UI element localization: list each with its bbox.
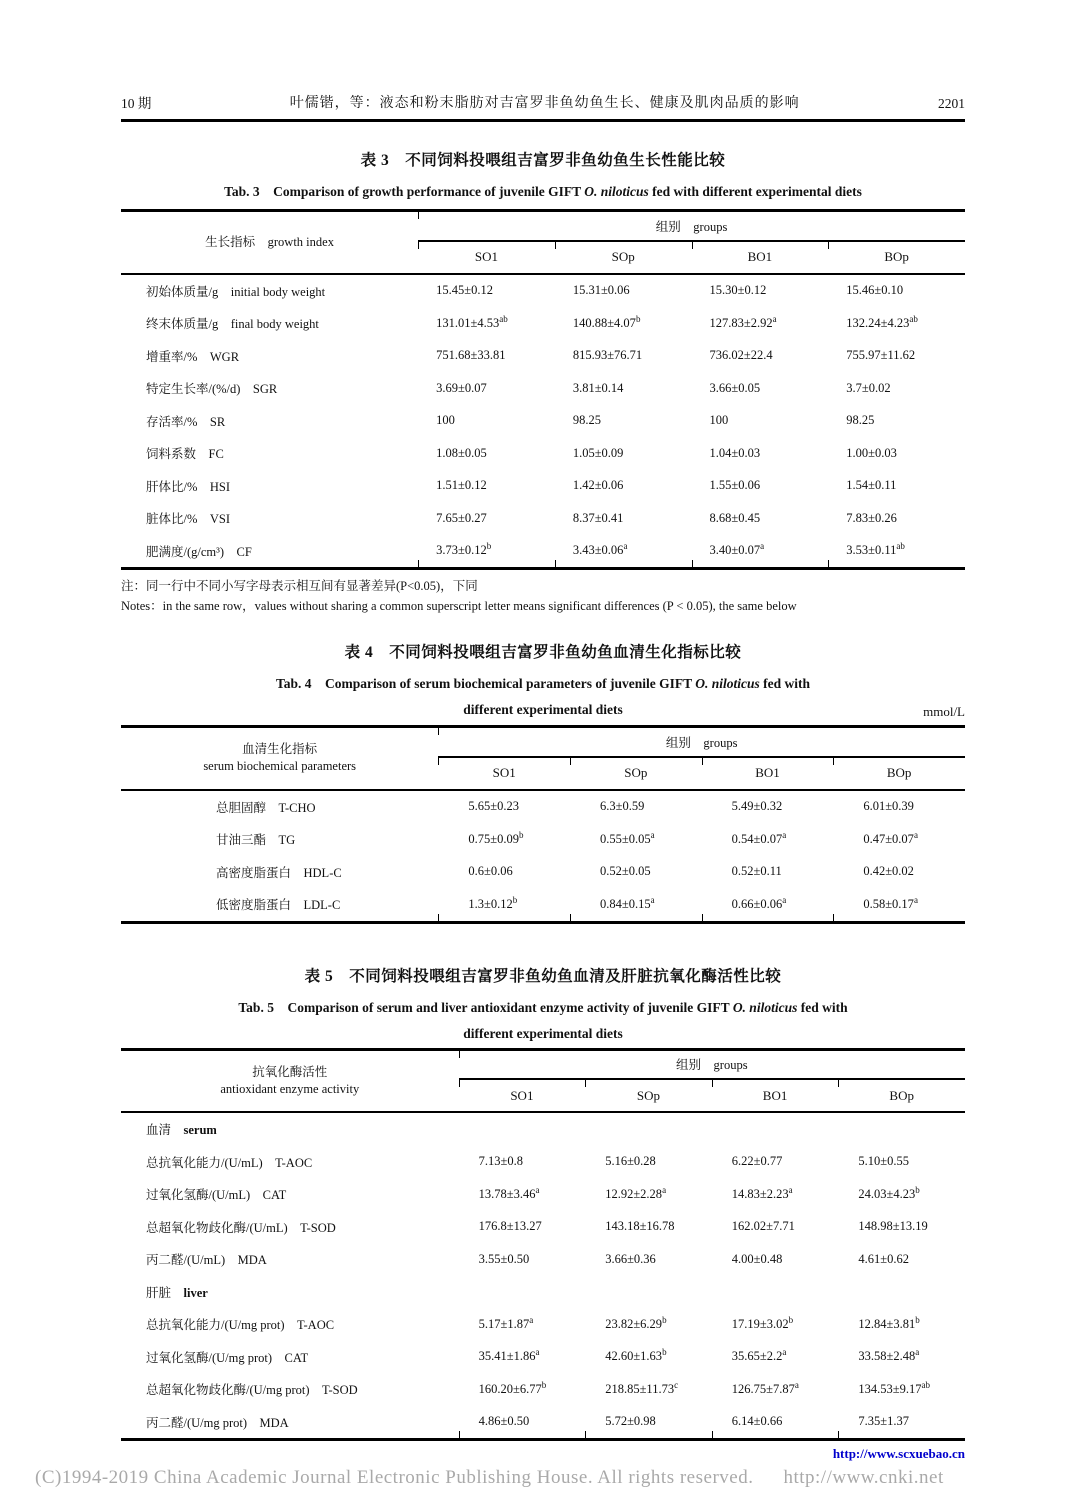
section-row: [121, 1112, 965, 1146]
significance-superscript: b: [662, 1347, 667, 1358]
column-header: SO1: [459, 1079, 586, 1112]
cell-value: 98.25: [572, 413, 601, 428]
cell-value: 23.82±6.29$^b$: [605, 1314, 667, 1331]
table5-title-en: [121, 996, 965, 1016]
title-text: Tab. 3 Comparison of growth performance of juvenile GIFT: [224, 184, 585, 199]
cell-value: 3.40±0.07$^a$: [692, 535, 829, 569]
section-row: [121, 1276, 965, 1309]
species-name: O. niloticus: [695, 676, 760, 691]
journal-website-link[interactable]: http://www.scxuebao.cn: [832, 1446, 965, 1461]
cell-value: 143.18±16.78: [605, 1219, 675, 1234]
cell-value: 15.31±0.06: [572, 283, 630, 298]
cell-value: 132.24±4.23$^{ab}$: [846, 313, 918, 330]
table5-title-cn: 表 5 不同饲料投喂组吉富罗非鱼幼鱼血清及肝脏抗氧化酶活性比较: [304, 967, 782, 985]
cell-value: 13.78±3.46$^a$: [478, 1184, 540, 1201]
copyright-text: (C)1994-2019 China Academic Journal Electronic Publishing House. All rights reserved.: [35, 1467, 754, 1488]
table-row: [121, 1406, 965, 1440]
cell-value: 8.37±0.41: [572, 510, 624, 525]
significance-superscript: a: [623, 541, 628, 552]
table-row: [121, 1373, 965, 1406]
significance-superscript: a: [913, 829, 918, 840]
cell-value: 3.66±0.05: [709, 380, 761, 395]
row-label: 肥满度/(g/cm³) CF: [146, 544, 252, 559]
cell-value: 218.85±11.73$^c$: [605, 1379, 679, 1396]
cell-value: 100: [436, 413, 455, 428]
significance-superscript: b: [662, 1314, 667, 1325]
column-header: SO1: [418, 241, 555, 274]
table-row: [121, 274, 965, 308]
note-cn: 注：同一行中不同小写字母表示相互间有显著差异(P<0.05)，下同: [121, 579, 478, 593]
row-label: 丙二醛/(U/mL) MDA: [146, 1253, 267, 1268]
cell-value: 134.53±9.17$^{ab}$: [858, 1379, 930, 1396]
table4-title-cn: 表 4 不同饲料投喂组吉富罗非鱼幼鱼血清生化指标比较: [344, 644, 742, 661]
significance-superscript: a: [529, 1314, 534, 1325]
significance-superscript: b: [635, 313, 641, 324]
column-header: SOp: [555, 241, 692, 274]
column-header: BO1: [702, 757, 834, 790]
row-label: 总抗氧化能力/(U/mg prot) T-AOC: [146, 1318, 335, 1333]
cell-value: 3.7±0.02: [846, 380, 891, 395]
significance-superscript: ab: [921, 1379, 930, 1390]
cell-value: 3.69±0.07: [436, 380, 487, 395]
cell-value: 17.19±3.02$^b$: [731, 1314, 794, 1331]
cell-value: 5.10±0.55: [858, 1154, 909, 1169]
cell-value: 5.17±1.87$^a$: [478, 1314, 534, 1331]
cell-value: 3.55±0.50: [478, 1251, 530, 1266]
column-header: BOp: [833, 757, 965, 790]
page-content: [121, 0, 965, 1462]
significance-superscript: a: [788, 1184, 793, 1195]
significance-superscript: ab: [499, 313, 508, 324]
cell-value: 736.02±22.4: [709, 348, 773, 363]
table-row: [121, 1146, 965, 1179]
table-row: [121, 823, 965, 856]
cell-value: 35.65±2.2$^a$: [731, 1347, 787, 1364]
cell-value: 12.84±3.81$^b$: [858, 1314, 920, 1331]
title-text: fed with different experimental diets: [648, 184, 862, 199]
row-label: 肝体比/% HSI: [146, 479, 231, 494]
column-header: BOp: [838, 1079, 965, 1112]
title-text: Tab. 4 Comparison of serum biochemical parameters of juvenile GIFT: [276, 676, 696, 691]
table-row: [121, 307, 965, 340]
table-row: [121, 1341, 965, 1374]
cell-value: 14.83±2.23$^a$: [731, 1184, 793, 1201]
cell-value: 176.8±13.27: [478, 1219, 542, 1234]
cell-value: 0.55±0.05$^a$: [600, 829, 655, 846]
row-label: 甘油三酯 TG: [216, 833, 296, 848]
cell-value: 162.02±7.71: [731, 1219, 795, 1234]
column-header: BOp: [828, 241, 965, 274]
groups-label: 组别 groups: [438, 727, 965, 757]
cell-value: 3.73±0.12$^b$: [418, 535, 555, 569]
table3-section: [121, 148, 965, 616]
cell-value: 1.51±0.12: [436, 478, 487, 493]
serum-biochemistry-table: [121, 725, 965, 924]
cell-value: 3.66±0.36: [605, 1251, 656, 1266]
cell-value: 12.92±2.28$^a$: [605, 1184, 667, 1201]
table-row: [121, 790, 965, 824]
significance-superscript: a: [535, 1347, 540, 1358]
index-column-header: [121, 1049, 459, 1112]
significance-superscript: a: [760, 541, 765, 552]
cell-value: 755.97±11.62: [846, 348, 916, 363]
section-label-en: serum: [183, 1123, 217, 1138]
cell-value: 6.01±0.39: [863, 799, 914, 814]
cell-value: 0.66±0.06$^a$: [702, 888, 834, 922]
table3-title-cn: 表 3 不同饲料投喂组吉富罗非鱼幼鱼生长性能比较: [360, 152, 726, 169]
significance-superscript: a: [782, 1347, 787, 1358]
row-label: 低密度脂蛋白 LDL-C: [216, 898, 341, 913]
index-header-line1: 血清生化指标: [242, 742, 318, 757]
table4-title-en-line2: [121, 702, 965, 718]
cell-value: 160.20±6.77$^b$: [478, 1379, 547, 1396]
cell-value: 131.01±4.53$^{ab}$: [436, 313, 508, 330]
significance-superscript: a: [650, 829, 655, 840]
table5-title-en-line2: [121, 1026, 965, 1042]
row-label: 饲料系数 FC: [146, 447, 224, 462]
significance-superscript: b: [486, 541, 492, 552]
cell-value: 751.68±33.81: [436, 348, 506, 363]
cell-value: 3.43±0.06$^a$: [555, 535, 692, 569]
table3-title-en: [121, 180, 965, 200]
cell-value: 0.6±0.06: [468, 864, 513, 879]
cell-value: 1.05±0.09: [572, 445, 624, 460]
significance-superscript: b: [915, 1314, 920, 1325]
cell-value: 1.55±0.06: [709, 478, 761, 493]
section-label: 肝脏 liver: [146, 1285, 208, 1300]
cell-value: 4.00±0.48: [731, 1251, 783, 1266]
page-number: 2201: [938, 96, 965, 111]
cell-value: 127.83±2.92$^a$: [709, 313, 777, 330]
index-header-line2: antioxidant enzyme activity: [220, 1081, 360, 1096]
index-header-line1: 生长指标 growth index: [205, 234, 334, 249]
significance-superscript: b: [788, 1314, 794, 1325]
index-column-header: [121, 211, 418, 274]
antioxidant-enzyme-table: [121, 1048, 965, 1442]
significance-superscript: a: [913, 894, 918, 905]
cell-value: 42.60±1.63$^b$: [605, 1347, 667, 1364]
table-row: [121, 470, 965, 503]
column-header: BO1: [692, 241, 829, 274]
cell-value: 140.88±4.07$^b$: [572, 313, 641, 330]
table4-title-en: [121, 672, 965, 692]
cell-value: 815.93±76.71: [572, 348, 643, 363]
table-row: [121, 372, 965, 405]
page-header: [121, 0, 965, 122]
table-row: [121, 856, 965, 889]
copyright-watermark: [35, 1467, 1084, 1489]
section-label-en: liver: [183, 1285, 208, 1300]
row-label: 脏体比/% VSI: [146, 512, 231, 527]
cell-value: 5.16±0.28: [605, 1154, 656, 1169]
title-text: fed with: [797, 999, 848, 1015]
column-header: BO1: [712, 1079, 839, 1112]
groups-label: 组别 groups: [459, 1049, 965, 1079]
significance-superscript: b: [518, 829, 524, 840]
title-text: fed with: [759, 676, 810, 691]
row-label: 丙二醛/(U/mg prot) MDA: [146, 1415, 289, 1430]
cell-value: 0.52±0.05: [600, 864, 651, 879]
row-label: 终末体质量/g final body weight: [146, 317, 319, 332]
table5-section: [121, 964, 965, 1442]
cell-value: 7.65±0.27: [436, 510, 487, 525]
section-label: 血清 serum: [146, 1123, 217, 1138]
cell-value: 98.25: [846, 413, 875, 428]
cell-value: 3.53±0.11$^{ab}$: [828, 535, 965, 569]
table-row: [121, 1178, 965, 1211]
index-column-header: [121, 727, 438, 790]
species-name: O. niloticus: [732, 999, 798, 1015]
table-row: [121, 1243, 965, 1276]
cell-value: 15.46±0.10: [846, 283, 904, 298]
species-name: O. niloticus: [584, 184, 649, 199]
cell-value: 0.42±0.02: [863, 864, 914, 879]
cell-value: 35.41±1.86$^a$: [478, 1347, 540, 1364]
title-text: Tab. 5 Comparison of serum and liver antioxidant enzyme activity of juvenile GIFT: [238, 999, 733, 1015]
significance-superscript: b: [512, 894, 518, 905]
row-label: 总胆固醇 T-CHO: [216, 800, 316, 815]
groups-label: 组别 groups: [418, 211, 965, 241]
significance-superscript: b: [915, 1184, 920, 1195]
table-row: [121, 1308, 965, 1341]
significance-superscript: ab: [909, 313, 918, 324]
groups-header-row: [121, 211, 965, 241]
index-header-line1: 抗氧化酶活性: [252, 1064, 328, 1079]
cell-value: 4.61±0.62: [858, 1251, 909, 1266]
row-label: 总超氧化物歧化酶/(U/mL) T-SOD: [146, 1220, 336, 1235]
cell-value: 0.84±0.15$^a$: [570, 888, 702, 922]
growth-performance-table: [121, 209, 965, 570]
issue-label: 10 期: [121, 96, 152, 111]
groups-header-row: [121, 727, 965, 757]
title-text: different experimental diets: [463, 702, 623, 717]
cell-value: 5.65±0.23: [468, 799, 519, 814]
table4-section: [121, 640, 965, 924]
row-label: 总抗氧化能力/(U/mL) T-AOC: [146, 1155, 313, 1170]
note-en: Notes：in the same row，values without sharing a common superscript letter means significant differences (P < 0.05), the same below: [121, 599, 797, 613]
cell-value: 0.52±0.11: [731, 864, 782, 879]
significance-superscript: ab: [896, 541, 905, 552]
row-label: 特定生长率/(%/d) SGR: [146, 382, 278, 397]
cell-value: 1.3±0.12$^b$: [438, 888, 570, 922]
table-row: [121, 405, 965, 438]
table-row: [121, 437, 965, 470]
row-label: 存活率/% SR: [146, 414, 226, 429]
groups-header-row: [121, 1049, 965, 1079]
table-row: [121, 502, 965, 535]
cell-value: 7.35±1.37: [838, 1406, 965, 1440]
cell-value: 0.54±0.07$^a$: [731, 829, 787, 846]
cell-value: 0.58±0.17$^a$: [833, 888, 965, 922]
row-label: 高密度脂蛋白 HDL-C: [216, 865, 342, 880]
significance-superscript: a: [794, 1379, 799, 1390]
cell-value: 1.42±0.06: [572, 478, 624, 493]
cell-value: 15.45±0.12: [436, 283, 493, 298]
running-title: 叶儒锴，等：液态和粉末脂肪对吉富罗非鱼幼鱼生长、健康及肌肉品质的影响: [289, 96, 800, 111]
cell-value: 3.81±0.14: [572, 380, 624, 395]
cell-value: 0.75±0.09$^b$: [468, 829, 524, 846]
table-row: [121, 888, 965, 922]
cell-value: 4.86±0.50: [459, 1406, 586, 1440]
significance-superscript: c: [674, 1379, 679, 1390]
row-label: 过氧化氢酶/(U/mg prot) CAT: [146, 1350, 309, 1365]
cell-value: 1.04±0.03: [709, 445, 761, 460]
row-label: 总超氧化物歧化酶/(U/mg prot) T-SOD: [146, 1383, 358, 1398]
cell-value: 5.49±0.32: [731, 799, 783, 814]
unit-label: mmol/L: [923, 704, 965, 719]
cell-value: 7.13±0.8: [478, 1154, 523, 1169]
column-header: SOp: [570, 757, 702, 790]
column-header: SOp: [585, 1079, 712, 1112]
significance-superscript: b: [541, 1379, 547, 1390]
cell-value: 1.00±0.03: [846, 445, 897, 460]
cell-value: 15.30±0.12: [709, 283, 767, 298]
cell-value: 1.08±0.05: [436, 445, 487, 460]
table-row: [121, 1211, 965, 1244]
cell-value: 6.3±0.59: [600, 799, 645, 814]
significance-superscript: a: [772, 313, 777, 324]
cell-value: 1.54±0.11: [846, 478, 897, 493]
significance-superscript: a: [650, 894, 655, 905]
title-text: different experimental diets: [463, 1025, 623, 1041]
cell-value: 8.68±0.45: [709, 510, 761, 525]
column-header: SO1: [438, 757, 570, 790]
cnki-link: http://www.cnki.net: [783, 1467, 944, 1488]
cell-value: 148.98±13.19: [858, 1219, 928, 1234]
cell-value: 6.22±0.77: [731, 1154, 783, 1169]
index-header-line2: serum biochemical parameters: [203, 759, 357, 774]
significance-superscript: a: [535, 1184, 540, 1195]
significance-superscript: a: [782, 894, 787, 905]
cell-value: 0.47±0.07$^a$: [863, 829, 918, 846]
row-label: 初始体质量/g initial body weight: [146, 284, 326, 299]
significance-superscript: a: [915, 1347, 920, 1358]
cell-value: 6.14±0.66: [712, 1406, 839, 1440]
cell-value: 33.58±2.48$^a$: [858, 1347, 920, 1364]
row-label: 过氧化氢酶/(U/mL) CAT: [146, 1188, 287, 1203]
cell-value: 5.72±0.98: [585, 1406, 712, 1440]
cell-value: 7.83±0.26: [846, 510, 897, 525]
cell-value: 100: [709, 413, 729, 428]
table3-notes: [121, 576, 965, 616]
significance-superscript: a: [662, 1184, 667, 1195]
cell-value: 24.03±4.23$^b$: [858, 1184, 920, 1201]
row-label: 增重率/% WGR: [146, 349, 240, 364]
cell-value: 126.75±7.87$^a$: [731, 1379, 799, 1396]
table-row: [121, 340, 965, 373]
significance-superscript: a: [782, 829, 787, 840]
table-row: [121, 535, 965, 569]
